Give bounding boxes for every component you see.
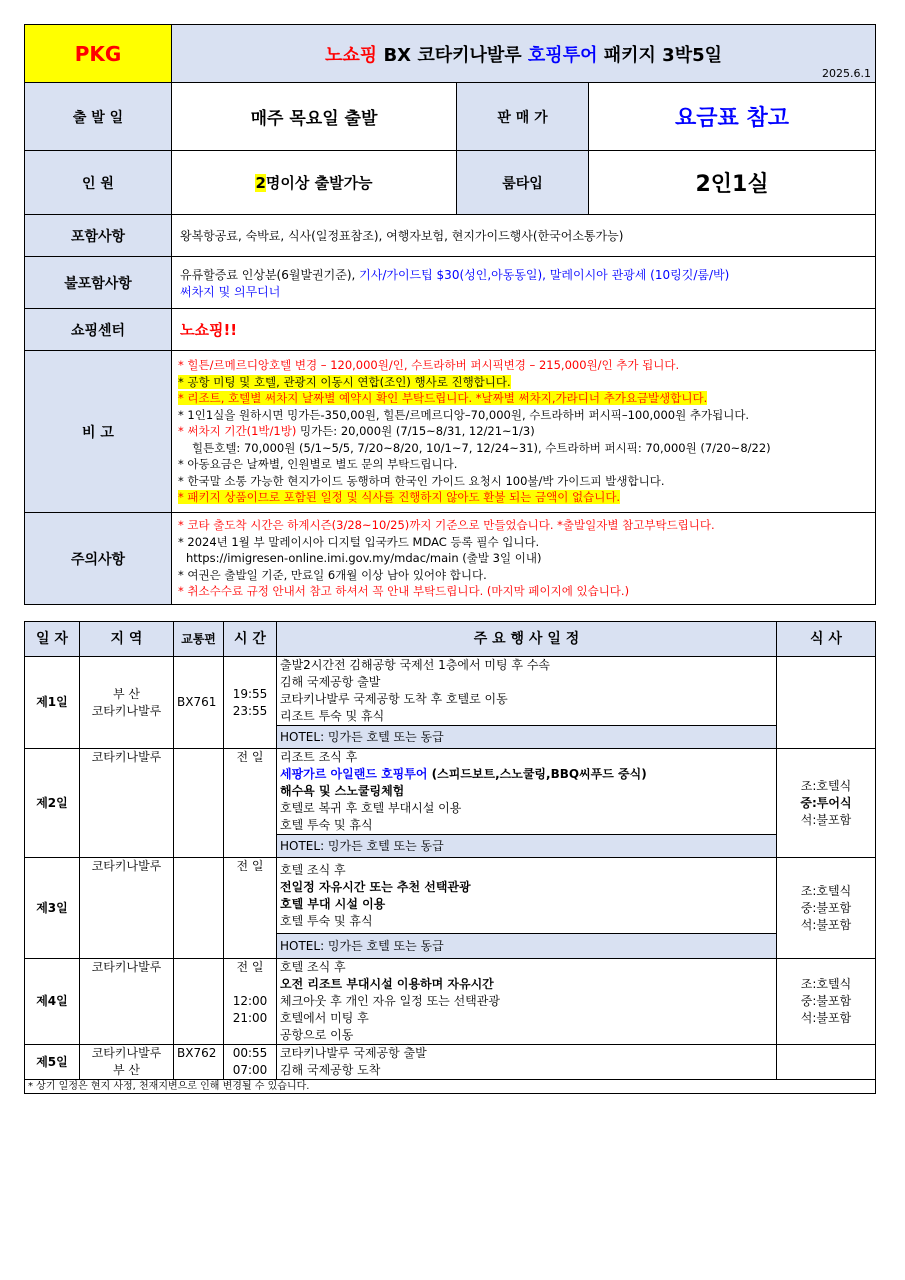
day-1-activities	[277, 657, 777, 726]
day-3-region: 코타키나발루	[80, 858, 174, 959]
title-no-shopping: 노쇼핑	[325, 44, 378, 66]
included-value: 왕복항공료, 숙박료, 식사(일정표참조), 여행자보험, 현지가이드행사(한국어소통가능)	[172, 215, 876, 257]
remark-surcharge-hilton: 힐튼호텔: 70,000원 (5/1~5/5, 7/20~8/20, 10/1~7, 12/24~31), 수트라하버 퍼시픽: 70,000원 (7/20~8/22)	[192, 440, 771, 455]
day-4-act-1: 호텔 조식 후	[280, 960, 346, 974]
day-2-flight	[174, 749, 224, 858]
remark-no-refund	[178, 489, 869, 506]
remark-join-tour-text: * 공항 미팅 및 호텔, 관광지 이동시 연합(조인) 행사로 진행합니다.	[178, 374, 511, 389]
pkg-badge: PKG	[25, 25, 172, 83]
day-3-act-1: 호텔 조식 후	[280, 863, 346, 877]
day-1-flight: BX761	[174, 657, 224, 749]
notes-content	[172, 513, 876, 605]
col-transport: 교통편	[174, 622, 224, 657]
people-min-text: 명이상 출발가능	[265, 174, 373, 192]
day-3-lunch: 중:불포함	[800, 900, 852, 915]
day-5-times	[224, 1045, 277, 1080]
day-3-act-3: 호텔 부대 시설 이용	[280, 897, 386, 911]
day-3-act-4: 호텔 투숙 및 휴식	[280, 914, 373, 928]
day-2-region: 코타키나발루	[80, 749, 174, 858]
day-1-region	[80, 657, 174, 749]
day-4-lunch: 중:불포함	[800, 994, 852, 1008]
people-value	[172, 151, 457, 215]
day-4-flight	[174, 959, 224, 1045]
remark-no-refund-text: * 패키지 상품이므로 포함된 일정 및 식사를 진행하지 않아도 환불 되는 금액이 없습니다.	[178, 490, 621, 505]
day-4-region: 코타키나발루	[80, 959, 174, 1045]
departure-value: 매주 목요일 출발	[172, 83, 457, 151]
page-title	[172, 25, 876, 83]
day-3-activities	[277, 858, 777, 934]
departure-label: 출 발 일	[25, 83, 172, 151]
day-4-act-4: 호텔에서 미팅 후	[280, 1011, 369, 1025]
day-1: 제1일	[25, 657, 80, 749]
day-2-hotel: HOTEL: 밍가든 호텔 또는 동급	[277, 835, 777, 858]
people-min-count: 2	[255, 174, 266, 192]
day-2-lunch: 중:투어식	[800, 795, 852, 810]
remarks-content	[172, 351, 876, 513]
day-3-time: 전 일	[224, 858, 277, 959]
excluded-label: 불포함사항	[25, 257, 172, 309]
col-activities: 주 요 행 사 일 정	[277, 622, 777, 657]
col-region: 지 역	[80, 622, 174, 657]
day-4-breakfast: 조:호텔식	[800, 977, 852, 991]
day-4-dinner: 석:불포함	[800, 1011, 852, 1025]
day-2-activities	[277, 749, 777, 835]
day-2-breakfast: 조:호텔식	[800, 778, 852, 793]
day-3-flight	[174, 858, 224, 959]
day-5-act-2: 김해 국제공항 도착	[280, 1063, 381, 1077]
day-2-time: 전 일	[224, 749, 277, 858]
day-1-meals	[777, 657, 876, 749]
day-1-act-4: 리조트 투숙 및 휴식	[280, 709, 385, 723]
day-5-region-from: 코타키나발루	[91, 1046, 162, 1060]
schedule-footnote: * 상기 일정은 현지 사정, 천재지변으로 인해 변경될 수 있습니다.	[25, 1080, 876, 1094]
col-meals: 식 사	[777, 622, 876, 657]
excluded-value	[172, 257, 876, 309]
day-1-region-from: 부 산	[113, 686, 140, 701]
package-info-table	[24, 24, 876, 605]
day-4-time-noon: 12:00	[232, 994, 268, 1008]
people-label: 인 원	[25, 151, 172, 215]
day-5-time-arr: 07:00	[232, 1063, 268, 1077]
remark-join-tour	[178, 374, 869, 391]
note-mdac-url: https://imigresen-online.imi.gov.my/mdac/main (출발 3일 이내)	[186, 551, 542, 566]
day-1-times	[224, 657, 277, 749]
note-cancellation: * 취소수수료 규정 안내서 참고 하셔서 꼭 안내 부탁드립니다. (마지막 페이지에 있습니다.)	[178, 584, 630, 599]
day-4: 제4일	[25, 959, 80, 1045]
day-4-meals	[777, 959, 876, 1045]
day-2-dinner: 석:불포함	[800, 812, 852, 827]
excluded-surcharge: 써차지 및 의무디너	[180, 284, 281, 299]
day-1-act-3: 코타키나발루 국제공항 도착 후 호텔로 이동	[280, 692, 508, 706]
excluded-fuel: 유류할증료 인상분(6월발권기준),	[180, 267, 360, 282]
day-2: 제2일	[25, 749, 80, 858]
remark-guide-fee: * 한국말 소통 가능한 현지가이드 동행하며 한국인 가이드 요청시 100불/박 가이드피 발생합니다.	[178, 473, 665, 488]
col-day: 일 자	[25, 622, 80, 657]
note-passport: * 여권은 출발일 기준, 만료일 6개월 이상 남아 있어야 합니다.	[178, 567, 487, 582]
shopping-label: 쇼핑센터	[25, 309, 172, 351]
remark-surcharge-check	[178, 390, 869, 407]
day-3: 제3일	[25, 858, 80, 959]
day-2-act-1: 리조트 조식 후	[280, 750, 358, 764]
day-5-time-dep: 00:55	[232, 1046, 268, 1060]
room-label: 룸타입	[457, 151, 589, 215]
title-end: 패키지 3박5일	[597, 44, 723, 66]
title-hopping-tour: 호핑투어	[527, 44, 598, 66]
day-5-flight: BX762	[174, 1045, 224, 1080]
day-4-time-night: 21:00	[232, 1011, 268, 1025]
remark-surcharge-period-label: * 써차지 기간(1박/1방)	[178, 424, 297, 439]
day-4-times	[224, 959, 277, 1045]
notes-label: 주의사항	[25, 513, 172, 605]
day-1-act-2: 김해 국제공항 출발	[280, 675, 381, 689]
price-label: 판 매 가	[457, 83, 589, 151]
day-1-time-dep: 19:55	[232, 686, 268, 701]
day-1-hotel: HOTEL: 밍가든 호텔 또는 동급	[277, 726, 777, 749]
day-4-act-5: 공항으로 이동	[280, 1028, 354, 1042]
day-4-activities	[277, 959, 777, 1045]
title-mid: BX 코타키나발루	[377, 44, 528, 66]
price-value: 요금표 참고	[589, 83, 876, 151]
day-2-act-3: 해수욕 및 스노쿨링체험	[280, 784, 405, 798]
shopping-value: 노쇼핑!!	[172, 309, 876, 351]
day-2-hopping-detail: (스피드보트,스노쿨링,BBQ씨푸드 중식)	[427, 767, 647, 781]
day-5-region-to: 부 산	[113, 1063, 140, 1077]
excluded-tips-tax: 기사/가이드팁 $30(성인,아동동일), 말레이시아 관광세 (10링깃/룸/박)	[359, 267, 730, 282]
day-1-act-1: 출발2시간전 김해공항 국제선 1층에서 미팅 후 수속	[280, 658, 550, 672]
col-time: 시 간	[224, 622, 277, 657]
remark-surcharge-mingarden: 밍가든: 20,000원 (7/15~8/31, 12/21~1/3)	[296, 424, 535, 439]
issue-date: 2025.6.1	[822, 67, 872, 80]
included-label: 포함사항	[25, 215, 172, 257]
remark-surcharge-period	[178, 423, 869, 440]
day-5-meals	[777, 1045, 876, 1080]
day-4-act-2: 오전 리조트 부대시설 이용하며 자유시간	[280, 977, 494, 991]
itinerary-table	[24, 621, 876, 1094]
room-value: 2인1실	[589, 151, 876, 215]
remarks-label: 비 고	[25, 351, 172, 513]
day-5-region	[80, 1045, 174, 1080]
remark-hotel-upgrade: * 힐튼/르메르디앙호텔 변경 – 120,000원/인, 수트라하버 퍼시픽변경 – 215,000원/인 추가 됩니다.	[178, 358, 680, 373]
remark-child-fare: * 아동요금은 날짜별, 인원별로 별도 문의 부탁드립니다.	[178, 457, 458, 472]
day-2-act-5: 호텔 투숙 및 휴식	[280, 818, 373, 832]
day-5-act-1: 코타키나발루 국제공항 출발	[280, 1046, 427, 1060]
day-5: 제5일	[25, 1045, 80, 1080]
note-mdac: * 2024년 1월 부 말레이시아 디지털 입국카드 MDAC 등록 필수 입니다.	[178, 534, 540, 549]
day-1-time-arr: 23:55	[232, 703, 268, 718]
day-1-region-to: 코타키나발루	[91, 703, 162, 718]
day-3-dinner: 석:불포함	[800, 917, 852, 932]
note-flight-times: * 코타 출도착 시간은 하계시즌(3/28~10/25)까지 기준으로 만들었습니다. *출발일자별 참고부탁드립니다.	[178, 518, 715, 533]
day-3-act-2: 전일정 자유시간 또는 추천 선택관광	[280, 880, 471, 894]
remark-surcharge-check-text: * 리조트, 호텔별 써차지 날짜별 예약시 확인 부탁드립니다. *날짜별 써차지,가라디너 추가요금발생합니다.	[178, 391, 708, 406]
day-3-breakfast: 조:호텔식	[800, 883, 852, 898]
day-2-meals	[777, 749, 876, 858]
day-3-hotel: HOTEL: 밍가든 호텔 또는 동급	[277, 934, 777, 959]
day-4-time-spacer	[227, 976, 273, 993]
day-5-activities	[277, 1045, 777, 1080]
day-3-meals	[777, 858, 876, 959]
day-4-act-3: 체크아웃 후 개인 자유 일정 또는 선택관광	[280, 994, 500, 1008]
day-2-act-2	[280, 766, 773, 783]
day-4-time-allday: 전 일	[236, 960, 264, 974]
day-2-hopping-tour: 세팡가르 아일랜드 호핑투어	[280, 767, 428, 781]
day-2-act-4: 호텔로 복귀 후 호텔 부대시설 이용	[280, 801, 462, 815]
remark-single-room: * 1인1실을 원하시면 밍가든-350,00원, 힐튼/르메르디앙–70,000원, 수트라하버 퍼시픽–100,000원 추가됩니다.	[178, 407, 750, 422]
